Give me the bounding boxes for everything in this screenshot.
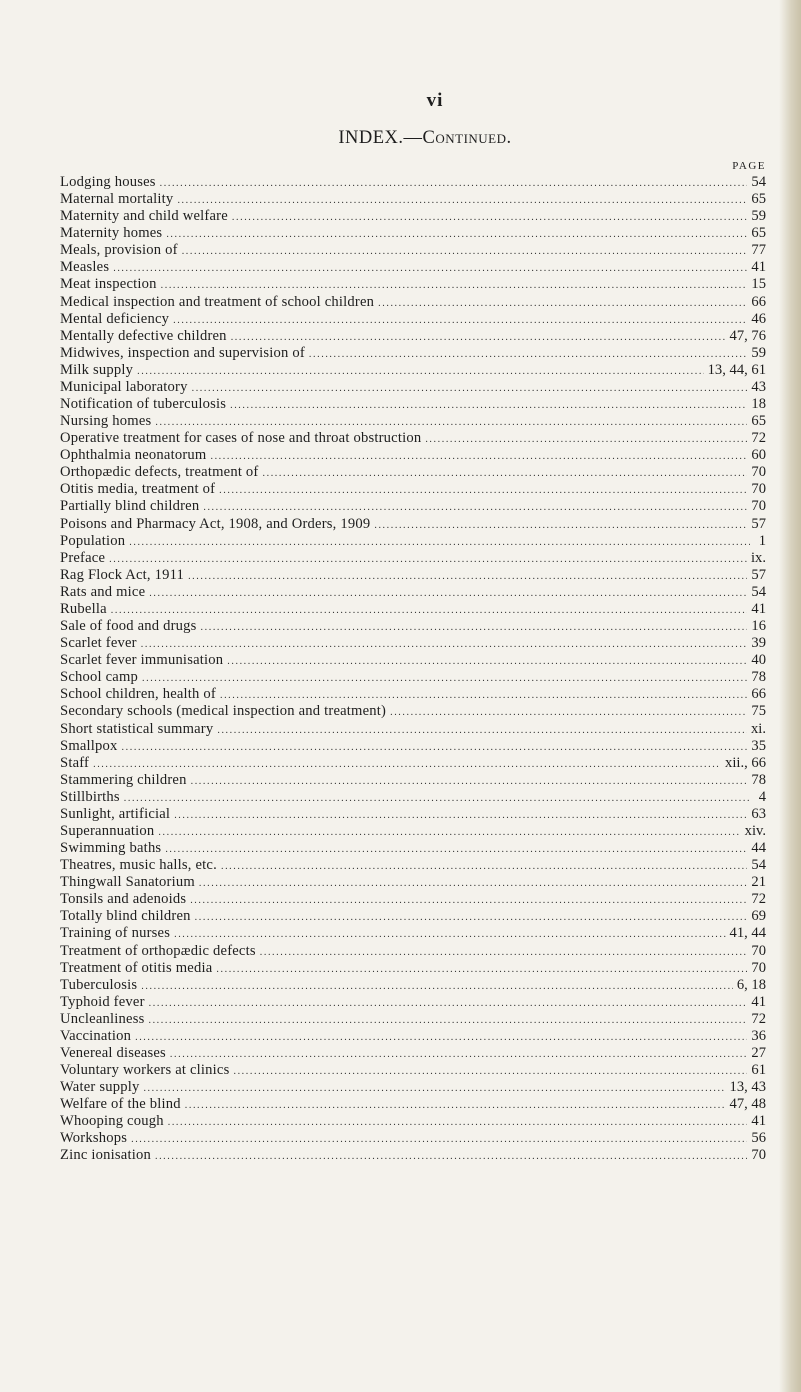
index-entry-pages: 59 bbox=[751, 208, 766, 225]
index-entry-pages: 66 bbox=[751, 293, 766, 310]
index-entry bbox=[60, 430, 766, 447]
index-entry bbox=[60, 1062, 766, 1079]
dot-leader bbox=[143, 1080, 725, 1097]
index-entry bbox=[60, 550, 766, 567]
index-entry-pages: 13, 43 bbox=[729, 1079, 766, 1096]
index-entry-term: Zinc ionisation bbox=[60, 1147, 151, 1164]
index-entry-term: Notification of tuberculosis bbox=[60, 396, 227, 413]
index-entry-term: Swimming baths bbox=[60, 840, 162, 857]
dot-leader bbox=[111, 602, 748, 619]
index-title-main: INDEX. bbox=[338, 128, 404, 148]
dot-leader bbox=[109, 551, 747, 568]
index-entry bbox=[60, 174, 766, 191]
dot-leader bbox=[170, 1046, 747, 1063]
index-entry bbox=[60, 652, 766, 669]
index-entry-term: Stammering children bbox=[60, 771, 187, 788]
index-entry bbox=[60, 1079, 766, 1096]
index-entry bbox=[60, 1028, 766, 1045]
index-entry-pages: 41 bbox=[751, 600, 766, 617]
dot-leader bbox=[155, 414, 747, 431]
dot-leader bbox=[309, 346, 747, 363]
index-entry-term: Typhoid fever bbox=[60, 993, 145, 1010]
index-entry-pages: 72 bbox=[751, 430, 766, 447]
dot-leader bbox=[232, 209, 748, 226]
index-entry bbox=[60, 362, 766, 379]
index-entry-term: Vaccination bbox=[60, 1027, 132, 1044]
index-entry-term: Treatment of otitis media bbox=[60, 959, 213, 976]
dot-leader bbox=[122, 739, 748, 756]
dot-leader bbox=[190, 892, 747, 909]
index-entry bbox=[60, 1130, 766, 1147]
index-entry-pages: 59 bbox=[751, 344, 766, 361]
dot-leader bbox=[263, 465, 748, 482]
index-entry-pages: 69 bbox=[751, 908, 766, 925]
index-entry bbox=[60, 345, 766, 362]
index-entry-pages: 77 bbox=[751, 242, 766, 259]
index-entry bbox=[60, 311, 766, 328]
index-entry-term: Totally blind children bbox=[60, 908, 191, 925]
index-entry-term: Otitis media, treatment of bbox=[60, 481, 216, 498]
index-entry bbox=[60, 789, 766, 806]
index-entry bbox=[60, 618, 766, 635]
index-entry-term: Short statistical summary bbox=[60, 720, 214, 737]
index-entry-term: Meat inspection bbox=[60, 276, 157, 293]
index-entry-pages: 75 bbox=[751, 703, 766, 720]
index-entry-term: Sale of food and drugs bbox=[60, 618, 197, 635]
index-entry-term: Tonsils and adenoids bbox=[60, 891, 187, 908]
index-entry bbox=[60, 413, 766, 430]
index-entry-term: Lodging houses bbox=[60, 174, 156, 190]
index-entry-pages: 40 bbox=[751, 652, 766, 669]
index-entry-term: Whooping cough bbox=[60, 1113, 164, 1130]
index-entry bbox=[60, 1096, 766, 1113]
index-entry-pages: ix. bbox=[751, 549, 766, 566]
dot-leader bbox=[219, 482, 747, 499]
dot-leader bbox=[168, 1114, 748, 1131]
index-entry-pages: 41, 44 bbox=[729, 925, 766, 942]
index-entry bbox=[60, 191, 766, 208]
index-entry-term: School camp bbox=[60, 669, 138, 686]
dot-leader bbox=[113, 260, 747, 277]
dot-leader bbox=[390, 704, 747, 721]
index-entry-pages: 41 bbox=[751, 1113, 766, 1130]
index-entry-pages: 54 bbox=[751, 857, 766, 874]
dot-leader bbox=[191, 773, 748, 790]
dot-leader bbox=[149, 995, 748, 1012]
index-entry-pages: 13, 44, 61 bbox=[707, 361, 766, 378]
index-entry bbox=[60, 1011, 766, 1028]
index-entry-term: Secondary schools (medical inspection and treatment) bbox=[60, 703, 387, 720]
index-entry-term: Maternity homes bbox=[60, 225, 163, 242]
index-entry bbox=[60, 721, 766, 738]
index-entry-pages: 70 bbox=[751, 1147, 766, 1164]
index-entry-pages: 27 bbox=[751, 1044, 766, 1061]
index-entry bbox=[60, 208, 766, 225]
index-entry-pages: xiv. bbox=[744, 822, 766, 839]
index-entry-term: Water supply bbox=[60, 1079, 140, 1096]
dot-leader bbox=[203, 499, 747, 516]
dot-leader bbox=[174, 807, 747, 824]
dot-leader bbox=[233, 1063, 747, 1080]
index-entry-term: Welfare of the blind bbox=[60, 1096, 181, 1113]
dot-leader bbox=[177, 192, 747, 209]
index-entry-term: Staff bbox=[60, 754, 90, 771]
index-entry-pages: 57 bbox=[751, 566, 766, 583]
index-entry bbox=[60, 738, 766, 755]
dot-leader bbox=[129, 534, 750, 551]
dot-leader bbox=[173, 312, 747, 329]
index-entry bbox=[60, 874, 766, 891]
index-entry-pages: 41 bbox=[751, 993, 766, 1010]
dot-leader bbox=[142, 670, 747, 687]
dot-leader bbox=[161, 277, 748, 294]
index-entry-term: Treatment of orthopædic defects bbox=[60, 942, 256, 959]
index-entry-term: Venereal diseases bbox=[60, 1044, 166, 1061]
index-entry-pages: 54 bbox=[751, 174, 766, 190]
index-entry bbox=[60, 464, 766, 481]
index-entry-term: Ophthalmia neonatorum bbox=[60, 447, 207, 464]
index-entry-pages: 70 bbox=[751, 464, 766, 481]
index-entry-term: Rag Flock Act, 1911 bbox=[60, 566, 185, 583]
index-entry bbox=[60, 755, 766, 772]
dot-leader bbox=[217, 722, 747, 739]
dot-leader bbox=[137, 363, 703, 380]
index-entry bbox=[60, 328, 766, 345]
index-entry-pages: 47, 76 bbox=[729, 327, 766, 344]
index-entry-term: Nursing homes bbox=[60, 413, 152, 430]
index-entry-pages: 46 bbox=[751, 310, 766, 327]
page-column-label: PAGE bbox=[732, 160, 766, 172]
index-entry-term: Mentally defective children bbox=[60, 327, 227, 344]
index-entry-pages: 78 bbox=[751, 669, 766, 686]
index-entry-term: Maternal mortality bbox=[60, 191, 174, 208]
index-entry-pages: 1 bbox=[758, 532, 766, 549]
index-entry bbox=[60, 481, 766, 498]
index-entry-pages: 47, 48 bbox=[729, 1096, 766, 1113]
index-entry-pages: 72 bbox=[751, 1010, 766, 1027]
index-entry-term: Partially blind children bbox=[60, 498, 200, 515]
index-entry bbox=[60, 994, 766, 1011]
dot-leader bbox=[192, 380, 748, 397]
dot-leader bbox=[141, 978, 733, 995]
index-entry-term: Measles bbox=[60, 259, 110, 276]
dot-leader bbox=[148, 1012, 747, 1029]
index-entry-term: Population bbox=[60, 532, 126, 549]
index-entry-pages: 54 bbox=[751, 583, 766, 600]
index-entry bbox=[60, 635, 766, 652]
index-entry-pages: 57 bbox=[751, 515, 766, 532]
index-entry-pages: 70 bbox=[751, 498, 766, 515]
page-number: vi bbox=[426, 90, 444, 111]
index-entry-term: Tuberculosis bbox=[60, 976, 138, 993]
index-entry bbox=[60, 1045, 766, 1062]
dot-leader bbox=[131, 1131, 747, 1148]
index-entry-pages: 70 bbox=[751, 481, 766, 498]
index-entry-term: Maternity and child welfare bbox=[60, 208, 228, 225]
dot-leader bbox=[188, 568, 747, 585]
dot-leader bbox=[166, 226, 747, 243]
index-entry-pages: 72 bbox=[751, 891, 766, 908]
index-entry-pages: 65 bbox=[751, 191, 766, 208]
index-entry-pages: 4 bbox=[758, 788, 766, 805]
index-entry bbox=[60, 601, 766, 618]
dot-leader bbox=[149, 585, 747, 602]
index-entry-term: Rubella bbox=[60, 600, 107, 617]
index-entry-pages: 70 bbox=[751, 959, 766, 976]
dot-leader bbox=[124, 790, 750, 807]
index-entry bbox=[60, 396, 766, 413]
dot-leader bbox=[93, 756, 721, 773]
dot-leader bbox=[141, 636, 748, 653]
index-entry bbox=[60, 703, 766, 720]
dot-leader bbox=[182, 243, 748, 260]
index-entry bbox=[60, 1147, 766, 1164]
index-entry bbox=[60, 259, 766, 276]
index-entry bbox=[60, 925, 766, 942]
index-entry bbox=[60, 857, 766, 874]
index-entry-term: Theatres, music halls, etc. bbox=[60, 857, 217, 874]
index-entry bbox=[60, 1113, 766, 1130]
index-entry bbox=[60, 516, 766, 533]
index-entry-term: Meals, provision of bbox=[60, 242, 178, 259]
index-entry-pages: 36 bbox=[751, 1027, 766, 1044]
index-entry-term: School children, health of bbox=[60, 686, 216, 703]
index-entry-pages: 41 bbox=[751, 259, 766, 276]
index-entry-term: Rats and mice bbox=[60, 583, 146, 600]
dot-leader bbox=[201, 619, 748, 636]
index-entry-term: Sunlight, artificial bbox=[60, 805, 171, 822]
index-entry-term: Workshops bbox=[60, 1130, 128, 1147]
index-entry bbox=[60, 943, 766, 960]
index-entry-term: Mental deficiency bbox=[60, 310, 170, 327]
index-entry-term: Superannuation bbox=[60, 822, 155, 839]
dot-leader bbox=[230, 397, 747, 414]
index-entry-pages: 39 bbox=[751, 635, 766, 652]
index-entry bbox=[60, 772, 766, 789]
index-entry-term: Voluntary workers at clinics bbox=[60, 1062, 230, 1079]
index-entry-pages: 70 bbox=[751, 942, 766, 959]
index-entry bbox=[60, 447, 766, 464]
index-entry bbox=[60, 225, 766, 242]
dot-leader bbox=[221, 858, 747, 875]
index-entry-pages: 61 bbox=[751, 1062, 766, 1079]
index-entry-pages: 43 bbox=[751, 378, 766, 395]
index-entry bbox=[60, 242, 766, 259]
index-entry bbox=[60, 977, 766, 994]
dot-leader bbox=[425, 431, 747, 448]
index-entry bbox=[60, 498, 766, 515]
dot-leader bbox=[227, 653, 747, 670]
index-entry-term: Scarlet fever immunisation bbox=[60, 652, 224, 669]
index-entry bbox=[60, 840, 766, 857]
dot-leader bbox=[199, 875, 747, 892]
dot-leader bbox=[216, 961, 747, 978]
index-entry-term: Poisons and Pharmacy Act, 1908, and Orders, 1909 bbox=[60, 515, 371, 532]
index-entry-term: Municipal laboratory bbox=[60, 378, 188, 395]
index-entry-term: Preface bbox=[60, 549, 106, 566]
index-entry-term: Scarlet fever bbox=[60, 635, 137, 652]
dot-leader bbox=[135, 1029, 747, 1046]
index-entry bbox=[60, 294, 766, 311]
dot-leader bbox=[165, 841, 747, 858]
dot-leader bbox=[260, 944, 748, 961]
index-entry-pages: 78 bbox=[751, 771, 766, 788]
index-entry-pages: 56 bbox=[751, 1130, 766, 1147]
index-entry bbox=[60, 823, 766, 840]
index-entry-term: Uncleanliness bbox=[60, 1010, 145, 1027]
dot-leader bbox=[158, 824, 740, 841]
index-entry-term: Orthopædic defects, treatment of bbox=[60, 464, 259, 481]
dot-leader bbox=[185, 1097, 726, 1114]
index-entry-term: Smallpox bbox=[60, 737, 118, 754]
index-entry-term: Midwives, inspection and supervision of bbox=[60, 344, 305, 361]
dot-leader bbox=[195, 909, 748, 926]
index-entry bbox=[60, 686, 766, 703]
index-entry-pages: 21 bbox=[751, 874, 766, 891]
index-entry-pages: 15 bbox=[751, 276, 766, 293]
index-entry bbox=[60, 891, 766, 908]
index-entry-pages: 65 bbox=[751, 225, 766, 242]
index-entry-pages: 16 bbox=[751, 618, 766, 635]
index-entry-pages: 63 bbox=[751, 805, 766, 822]
dot-leader bbox=[231, 329, 726, 346]
dot-leader bbox=[374, 517, 747, 534]
index-entry-term: Operative treatment for cases of nose and throat obstruction bbox=[60, 430, 422, 447]
dot-leader bbox=[210, 448, 747, 465]
index-entry bbox=[60, 584, 766, 601]
dot-leader bbox=[220, 687, 747, 704]
index-entry-pages: 65 bbox=[751, 413, 766, 430]
index-entries-list bbox=[60, 174, 766, 1165]
dot-leader bbox=[174, 926, 725, 943]
index-entry bbox=[60, 669, 766, 686]
index-title bbox=[0, 128, 801, 149]
index-entry bbox=[60, 806, 766, 823]
index-entry-pages: xii., 66 bbox=[725, 754, 766, 771]
index-entry-pages: 60 bbox=[751, 447, 766, 464]
index-entry-pages: 6, 18 bbox=[736, 976, 766, 993]
index-entry bbox=[60, 567, 766, 584]
dot-leader bbox=[160, 175, 748, 192]
page-edge-shadow bbox=[779, 0, 801, 1392]
index-title-continued: —Continued. bbox=[403, 128, 512, 148]
index-entry bbox=[60, 379, 766, 396]
dot-leader bbox=[155, 1148, 747, 1165]
index-entry bbox=[60, 276, 766, 293]
index-entry-term: Stillbirths bbox=[60, 788, 120, 805]
index-entry-pages: 44 bbox=[751, 840, 766, 857]
index-entry-pages: 66 bbox=[751, 686, 766, 703]
index-entry-term: Training of nurses bbox=[60, 925, 171, 942]
index-entry-pages: 18 bbox=[751, 396, 766, 413]
index-entry-term: Thingwall Sanatorium bbox=[60, 874, 195, 891]
index-entry bbox=[60, 908, 766, 925]
index-entry-term: Milk supply bbox=[60, 361, 134, 378]
dot-leader bbox=[378, 295, 747, 312]
index-entry-pages: xi. bbox=[751, 720, 766, 737]
index-entry-pages: 35 bbox=[751, 737, 766, 754]
index-entry bbox=[60, 960, 766, 977]
index-entry-term: Medical inspection and treatment of school children bbox=[60, 293, 375, 310]
index-entry bbox=[60, 533, 766, 550]
